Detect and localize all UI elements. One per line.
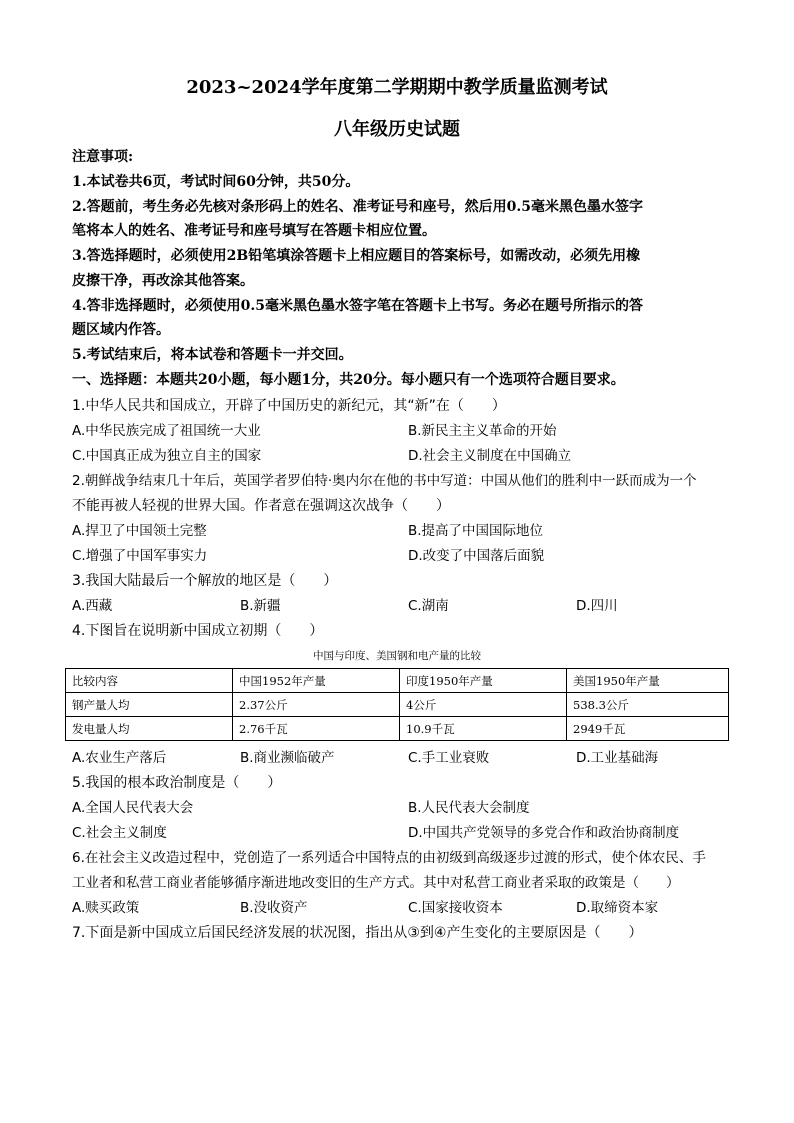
table-caption: 中国与印度、美国钢和电产量的比较 xyxy=(313,650,481,662)
question-stem: 工业者和私营工商业者能够循序渐进地改变旧的生产方式。其中对私营工商业者采取的政策是（ ） xyxy=(72,875,680,891)
question-stem: 4.下图旨在说明新中国成立初期（ ） xyxy=(72,623,324,639)
option-c: C.增强了中国军事实力 xyxy=(72,548,208,564)
option-c: C.国家接收资本 xyxy=(408,900,503,916)
question-stem: 2.朝鲜战争结束几十年后，英国学者罗伯特·奥内尔在他的书中写道：中国从他们的胜利中一跃而成为一个 xyxy=(72,473,697,489)
question-stem: 1.中华人民共和国成立，开辟了中国历史的新纪元，其“新”在（ ） xyxy=(72,398,506,414)
question-stem: 6.在社会主义改造过程中，党创造了一系列适合中国特点的由初级到高级逐步过渡的形式，使个体农民、手 xyxy=(72,850,706,866)
option-d: D.中国共产党领导的多党合作和政治协商制度 xyxy=(408,825,680,841)
option-b: B.提高了中国国际地位 xyxy=(408,523,544,539)
notes-line: 笔将本人的姓名、准考证号和座号填写在答题卡相应位置。 xyxy=(72,223,436,239)
option-c: C.湖南 xyxy=(408,598,449,614)
option-d: D.四川 xyxy=(576,598,618,614)
option-d: D.改变了中国落后面貌 xyxy=(408,548,545,564)
notes-line: 5.考试结束后，将本试卷和答题卡一并交回。 xyxy=(72,347,353,363)
table-row xyxy=(66,717,729,741)
notes-line: 1.本试卷共6页，考试时间60分钟，共50分。 xyxy=(72,174,360,190)
option-a: A.中华民族完成了祖国统一大业 xyxy=(72,423,261,439)
option-a: A.西藏 xyxy=(72,598,113,614)
option-a: A.农业生产落后 xyxy=(72,750,167,766)
table-header-cell: 印度1950年产量 xyxy=(400,669,567,693)
table-cell: 2949千瓦 xyxy=(567,717,729,741)
question-stem: 不能再被人轻视的世界大国。作者意在强调这次战争（ ） xyxy=(72,498,450,514)
question-stem: 5.我国的根本政治制度是（ ） xyxy=(72,775,282,791)
option-b: B.人民代表大会制度 xyxy=(408,800,530,816)
table-cell: 4公斤 xyxy=(400,693,567,717)
option-b: B.新疆 xyxy=(240,598,281,614)
table-cell: 538.3公斤 xyxy=(567,693,729,717)
option-b: B.没收资产 xyxy=(240,900,308,916)
section-heading: 一、选择题：本题共20小题，每小题1分，共20分。每小题只有一个选项符合题目要求。 xyxy=(72,372,625,388)
exam-title: 2023~2024学年度第二学期期中教学质量监测考试 xyxy=(186,77,608,98)
table-cell: 2.37公斤 xyxy=(233,693,400,717)
notes-line: 题区域内作答。 xyxy=(72,322,170,338)
option-a: A.全国人民代表大会 xyxy=(72,800,194,816)
question-stem: 3.我国大陆最后一个解放的地区是（ ） xyxy=(72,573,338,589)
table-header-cell: 比较内容 xyxy=(66,669,233,693)
comparison-table xyxy=(65,668,729,741)
option-c: C.手工业衰败 xyxy=(408,750,490,766)
option-b: B.商业濒临破产 xyxy=(240,750,335,766)
notes-heading: 注意事项: xyxy=(72,149,134,165)
option-d: D.取缔资本家 xyxy=(576,900,659,916)
table-cell: 发电量人均 xyxy=(66,717,233,741)
exam-subtitle: 八年级历史试题 xyxy=(334,119,460,140)
notes-line: 3.答选择题时，必须使用2B铅笔填涂答题卡上相应题目的答案标号，如需改动，必须先用橡 xyxy=(72,248,641,264)
table-header-row xyxy=(66,669,729,693)
table-row xyxy=(66,693,729,717)
option-a: A.赎买政策 xyxy=(72,900,140,916)
table-cell: 2.76千瓦 xyxy=(233,717,400,741)
option-d: D.社会主义制度在中国确立 xyxy=(408,448,572,464)
notes-line: 4.答非选择题时，必须使用0.5毫米黑色墨水签字笔在答题卡上书写。务必在题号所指示的答 xyxy=(72,298,643,314)
option-d: D.工业基础海 xyxy=(576,750,659,766)
notes-line: 2.答题前，考生务必先核对条形码上的姓名、准考证号和座号，然后用0.5毫米黑色墨水签字 xyxy=(72,199,643,215)
table-header-cell: 美国1950年产量 xyxy=(567,669,729,693)
table-header-cell: 中国1952年产量 xyxy=(233,669,400,693)
question-stem: 7.下面是新中国成立后国民经济发展的状况图，指出从③到④产生变化的主要原因是（ ） xyxy=(72,925,643,941)
table-cell: 钢产量人均 xyxy=(66,693,233,717)
option-c: C.中国真正成为独立自主的国家 xyxy=(72,448,262,464)
option-a: A.捍卫了中国领土完整 xyxy=(72,523,207,539)
notes-line: 皮擦干净，再改涂其他答案。 xyxy=(72,273,254,289)
table-cell: 10.9千瓦 xyxy=(400,717,567,741)
option-c: C.社会主义制度 xyxy=(72,825,167,841)
option-b: B.新民主主义革命的开始 xyxy=(408,423,557,439)
